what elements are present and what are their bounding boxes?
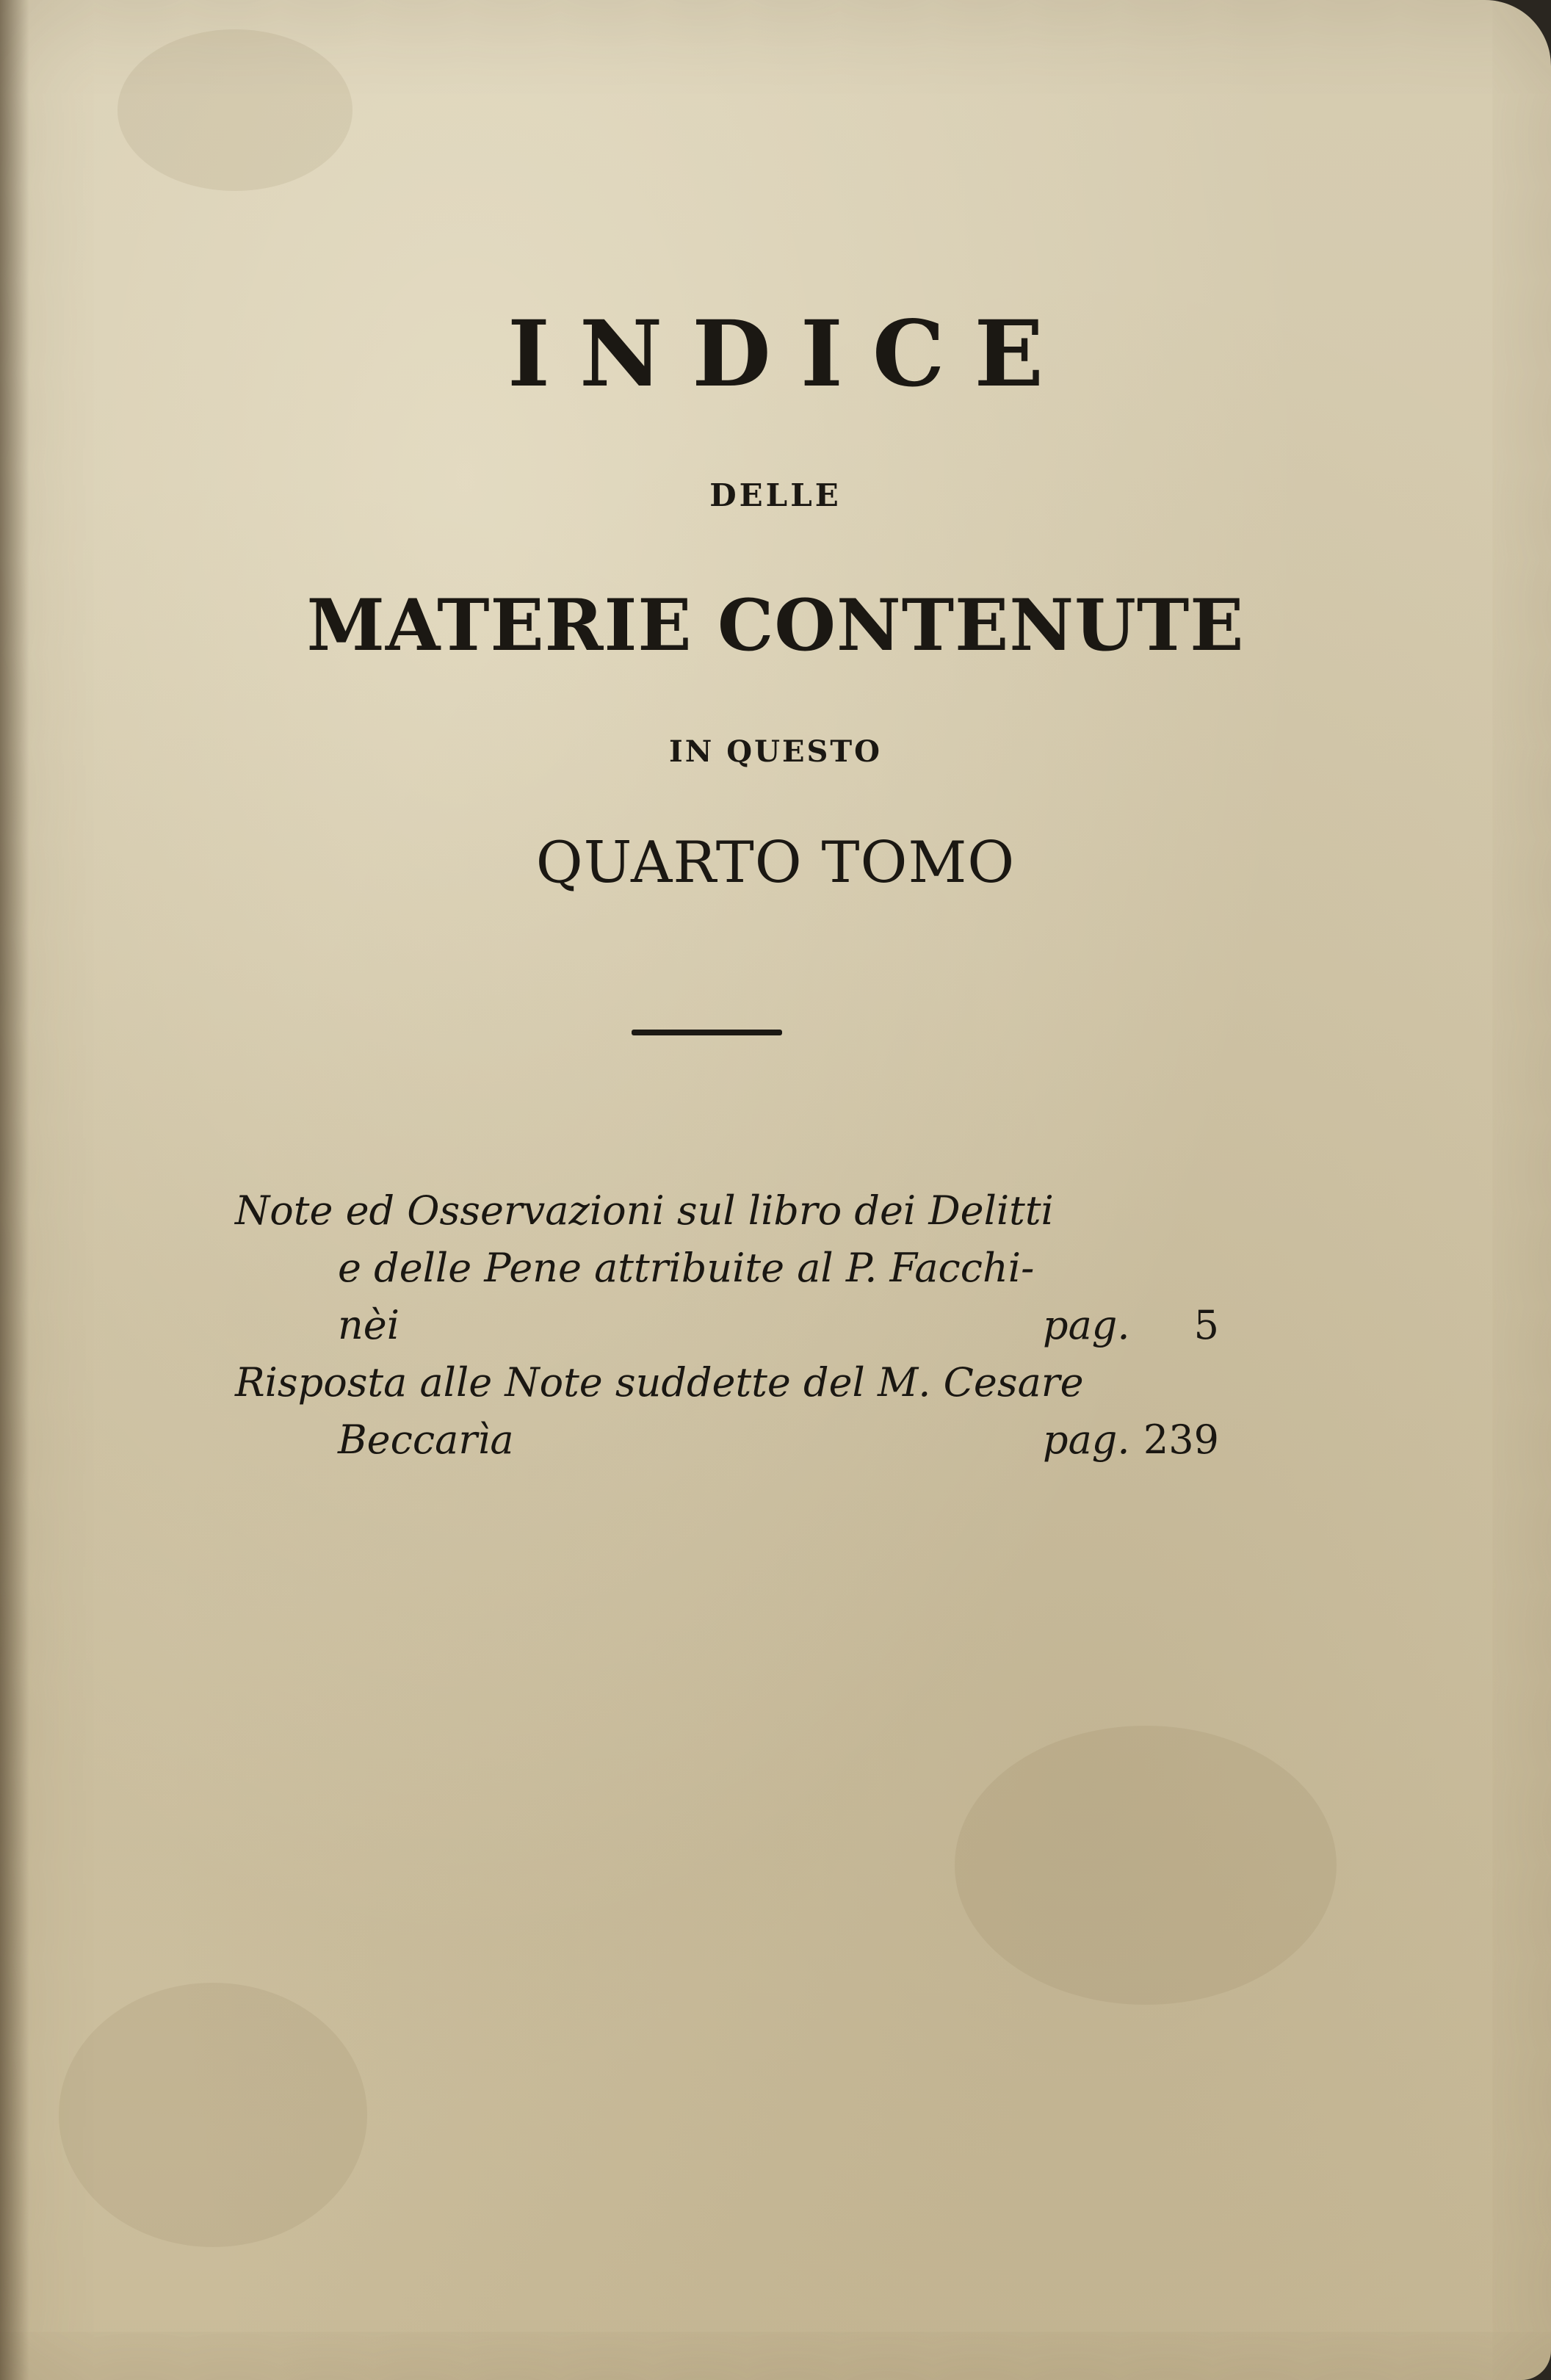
toc-entry-risposta bbox=[235, 1354, 1234, 1469]
toc-line bbox=[235, 1240, 1234, 1297]
toc-entry-text: Note ed Osservazioni sul libro dei Delitti bbox=[235, 1187, 1054, 1234]
page-label: pag. bbox=[1043, 1302, 1130, 1348]
toc-entry-note bbox=[235, 1182, 1234, 1354]
toc-line bbox=[235, 1182, 1234, 1240]
toc-entry-text: Beccarìa bbox=[338, 1417, 514, 1463]
paper-stain bbox=[59, 1983, 367, 2247]
table-of-contents bbox=[235, 1182, 1234, 1469]
toc-entry-text: e delle Pene attribuite al P. Facchi- bbox=[338, 1245, 1035, 1291]
toc-line bbox=[235, 1411, 1234, 1469]
index-subtitle-in-questo: IN QUESTO bbox=[669, 734, 882, 769]
paper-stain bbox=[118, 29, 352, 191]
index-subtitle-materie: MATERIE CONTENUTE bbox=[306, 584, 1245, 667]
page-label: pag. bbox=[1043, 1417, 1130, 1463]
page-number: 5 bbox=[1193, 1302, 1219, 1348]
page-number: 239 bbox=[1143, 1417, 1219, 1463]
index-title: INDICE bbox=[507, 301, 1074, 408]
toc-line bbox=[235, 1297, 1234, 1354]
divider-rule bbox=[632, 1030, 782, 1035]
volume-title: QUARTO TOMO bbox=[535, 830, 1016, 896]
toc-line bbox=[235, 1354, 1234, 1411]
paper-stain bbox=[955, 1726, 1337, 2005]
toc-entry-text: nèi bbox=[338, 1302, 400, 1348]
toc-entry-text: Risposta alle Note suddette del M. Cesare bbox=[235, 1359, 1084, 1406]
index-subtitle-delle: DELLE bbox=[709, 477, 842, 513]
